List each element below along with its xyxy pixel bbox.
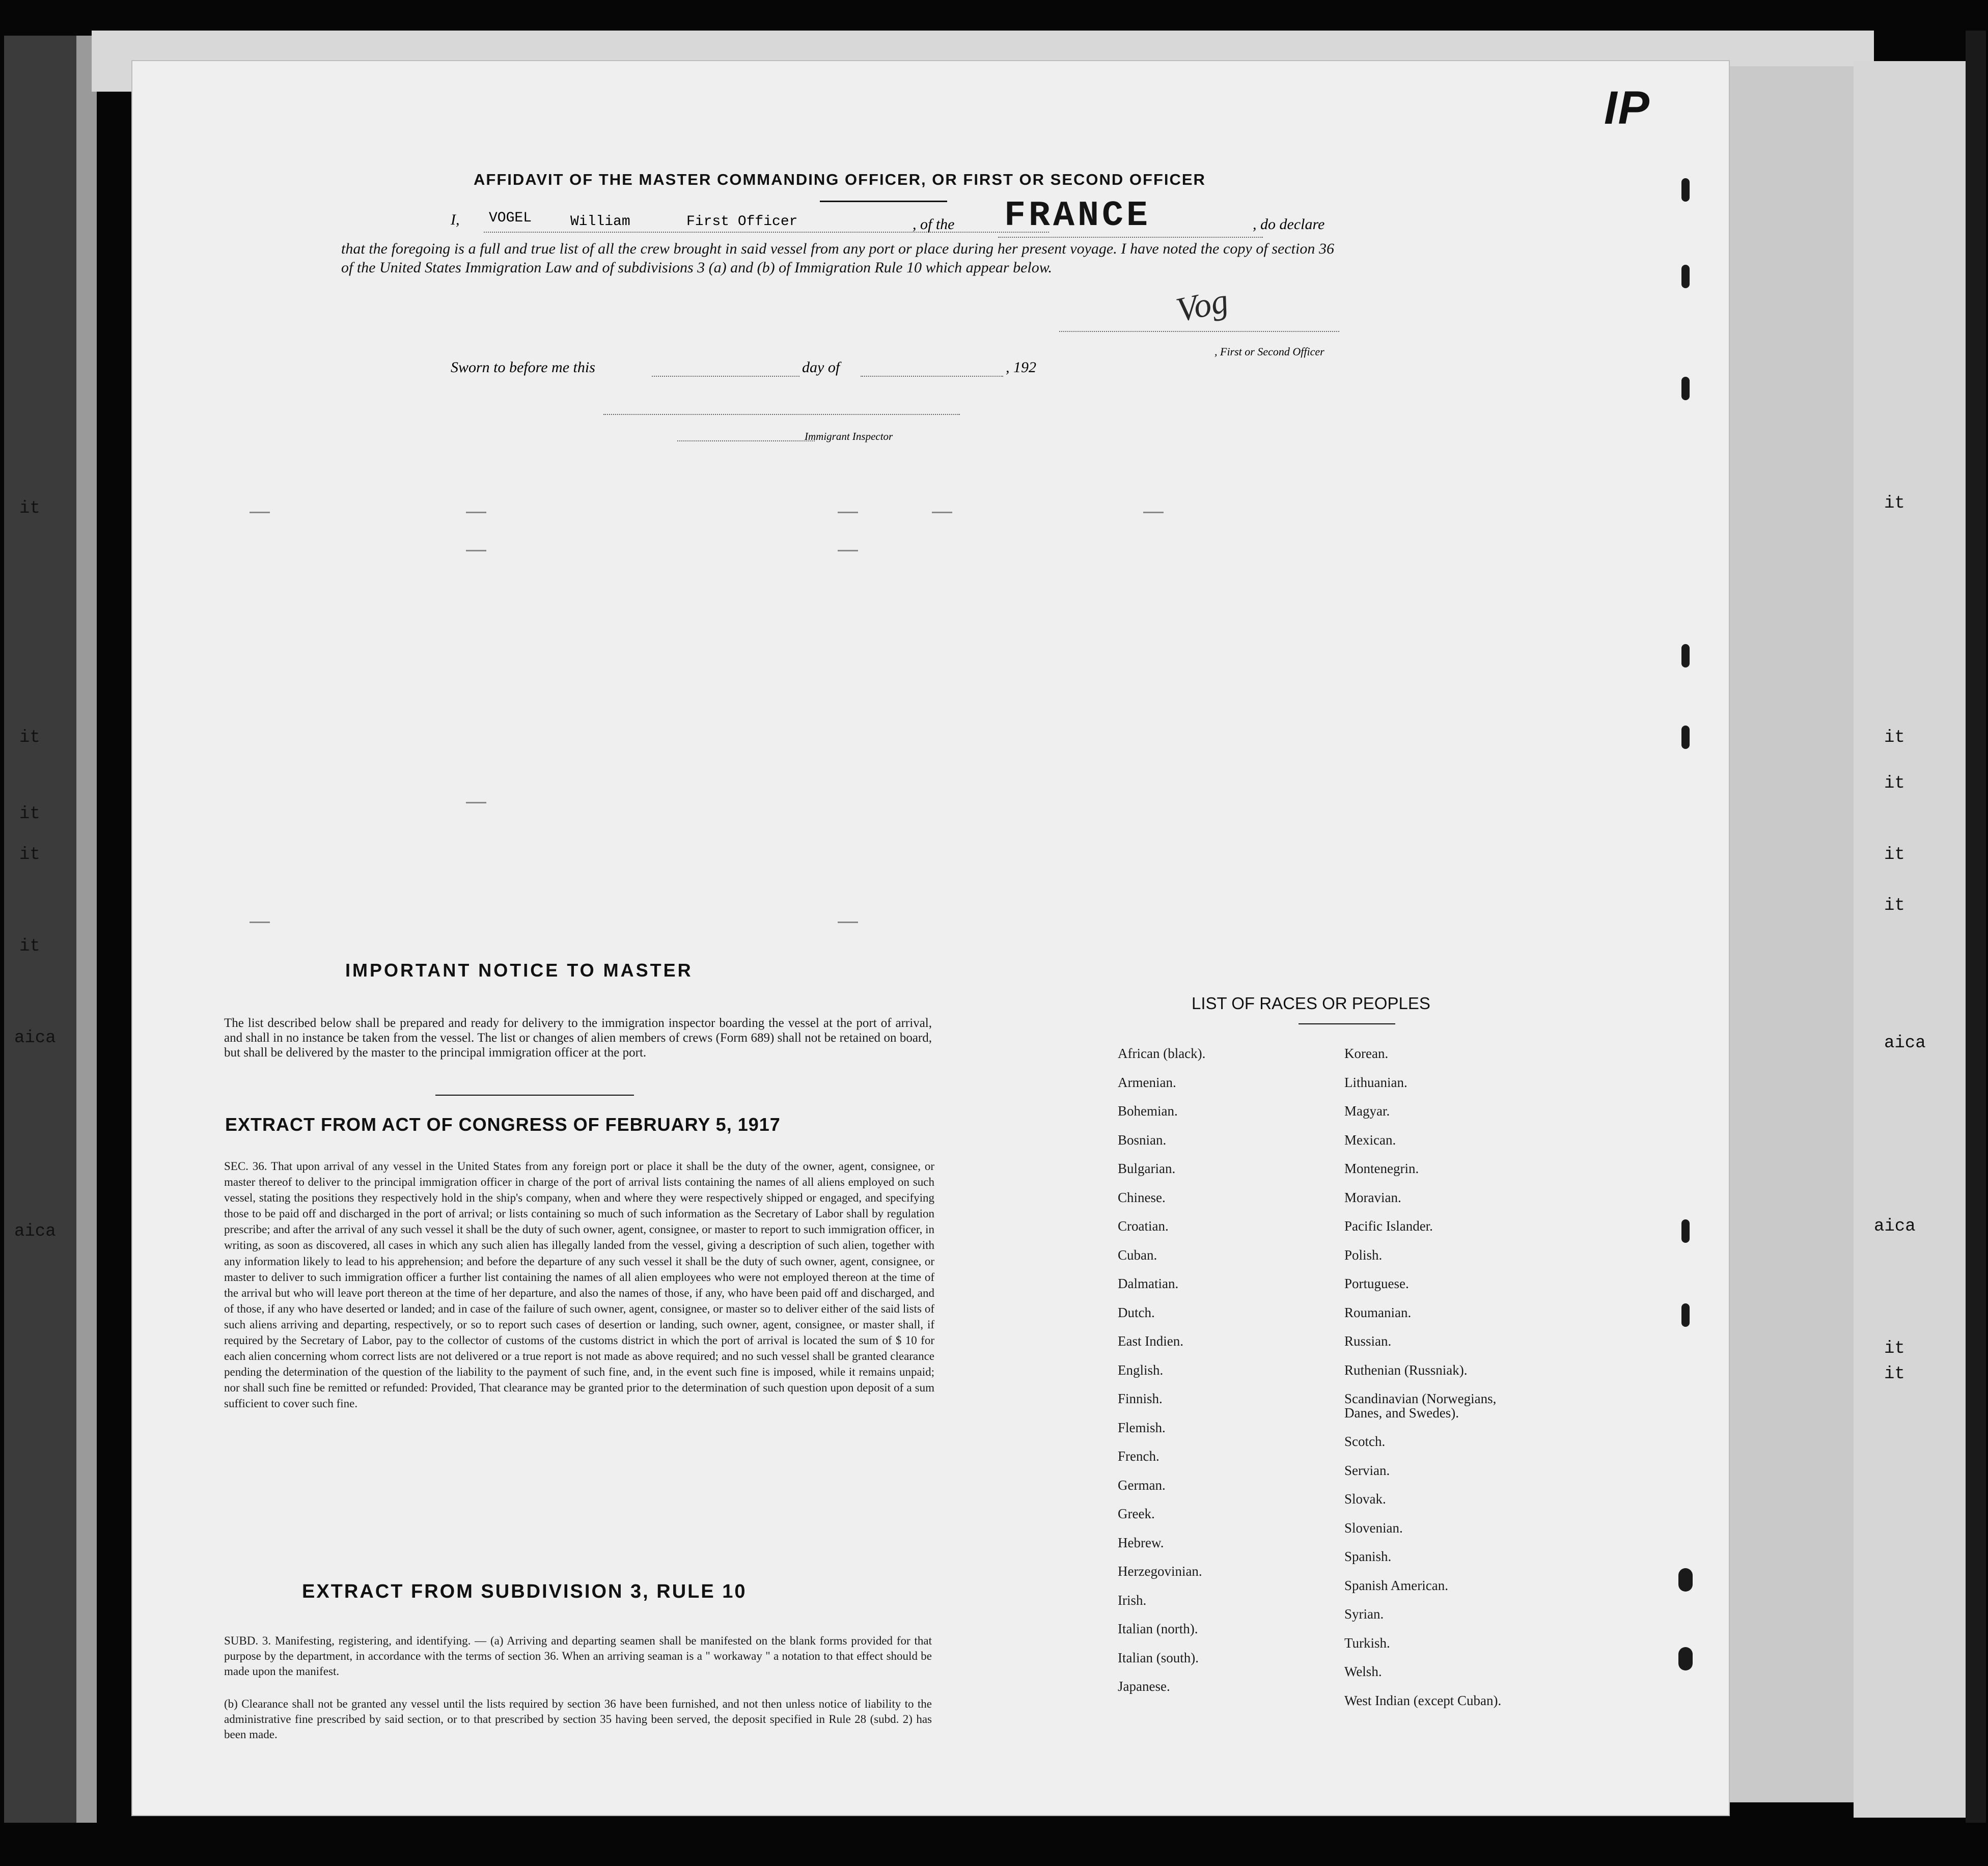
race-entry: Dalmatian.: [1118, 1276, 1179, 1291]
race-entry: Ruthenian (Russniak).: [1344, 1362, 1468, 1378]
races-rule: [1299, 1023, 1395, 1024]
officer-given-name: William: [570, 214, 630, 230]
act-heading: EXTRACT FROM ACT OF CONGRESS OF FEBRUARY 5, 1917: [225, 1114, 781, 1135]
bleed-dash: [838, 550, 858, 551]
fragment-text: it: [19, 845, 40, 865]
fragment-text: it: [1884, 1339, 1905, 1358]
fragment-text: it: [19, 804, 40, 824]
race-entry: Portuguese.: [1344, 1276, 1409, 1291]
race-entry: Armenian.: [1118, 1074, 1176, 1090]
of-the-label: , of the: [913, 216, 955, 233]
punch-hole: [1678, 1568, 1693, 1592]
fragment-text: it: [19, 728, 40, 747]
race-entry: Lithuanian.: [1344, 1074, 1407, 1090]
fragment-text: aica: [14, 1222, 56, 1241]
race-entry: Italian (south).: [1118, 1650, 1199, 1665]
fragment-text: it: [1884, 1364, 1905, 1384]
race-entry: Montenegrin.: [1344, 1161, 1419, 1176]
bleed-dash: [838, 512, 858, 513]
fragment-text: aica: [1884, 1034, 1926, 1053]
race-entry: Cuban.: [1118, 1247, 1157, 1263]
race-entry: Pacific Islander.: [1344, 1218, 1433, 1234]
race-entry: Dutch.: [1118, 1304, 1155, 1320]
officer-signature: Vog: [1173, 281, 1232, 329]
fragment-text: it: [19, 937, 40, 956]
affidavit-title: AFFIDAVIT OF THE MASTER COMMANDING OFFICER, OR FIRST OR SECOND OFFICER: [474, 171, 1206, 188]
punch-hole: [1681, 178, 1690, 202]
vessel-name: FRANCE: [1004, 196, 1151, 236]
race-entry: Syrian.: [1344, 1606, 1384, 1622]
officer-caption: , First or Second Officer: [1214, 345, 1324, 358]
race-entry: Korean.: [1344, 1046, 1389, 1061]
race-entry: Servian.: [1344, 1462, 1390, 1478]
fragment-text: it: [1884, 774, 1905, 793]
inspector-line: [677, 440, 815, 441]
race-entry: Spanish.: [1344, 1549, 1392, 1564]
day-of-label: day of: [802, 359, 840, 376]
title-rule: [820, 201, 947, 202]
race-entry: French.: [1118, 1449, 1159, 1464]
punch-hole: [1678, 1647, 1693, 1670]
bleed-dash: [466, 512, 486, 513]
race-entry: Chinese.: [1118, 1189, 1166, 1205]
punch-hole: [1681, 265, 1690, 288]
notice-text: The list described below shall be prepared and ready for delivery to the immigration inspector boarding the vessel at the port of arrival, and shall in no instance be taken from the vessel. The list or changes of alien members of crews (Form 689) shall not be retained on board, but shall be delivered by the master to the principal immigration officer at the port.: [224, 1016, 932, 1060]
race-entry: Slovenian.: [1344, 1520, 1403, 1536]
race-entry: Moravian.: [1344, 1189, 1401, 1205]
race-entry: Russian.: [1344, 1333, 1392, 1349]
fragment-text: it: [19, 499, 40, 518]
rule-text-a: SUBD. 3. Manifesting, registering, and identifying. — (a) Arriving and departing seamen shall be manifested on the blank forms provided for that purpose by the department, in accordance with the terms of section 36. When an arriving seaman is a " workaway " a notation to that effect should be made upon the manifest.: [224, 1634, 932, 1678]
race-entry: Slovak.: [1344, 1491, 1386, 1507]
inspector-line-top: [603, 414, 960, 415]
month-line: [861, 376, 1003, 377]
dark-edge: [1966, 31, 1986, 1823]
fragment-text: it: [1884, 896, 1905, 915]
fragment-text: it: [1884, 728, 1905, 747]
notice-heading: IMPORTANT NOTICE TO MASTER: [345, 960, 693, 981]
race-entry: Welsh.: [1344, 1664, 1382, 1679]
rule-text-b: (b) Clearance shall not be granted any vessel until the lists required by section 36 have been furnished, and not then unless notice of liability to the administrative fine prescribed by said section, or to that prescribed by section 35 having been served, the deposit specified in Rule 28 (subd. 2) has been made.: [224, 1697, 932, 1741]
race-entry: Hebrew.: [1118, 1535, 1164, 1550]
signature-line: [1059, 331, 1339, 332]
race-entry: Turkish.: [1344, 1635, 1390, 1651]
punch-hole: [1681, 1303, 1690, 1327]
race-entry: African (black).: [1118, 1046, 1206, 1061]
race-entry: Polish.: [1344, 1247, 1383, 1263]
left-fragments: [9, 407, 70, 1527]
race-entry: Spanish American.: [1344, 1577, 1448, 1593]
fragment-text: aica: [1874, 1217, 1916, 1236]
races-heading: LIST OF RACES OR PEOPLES: [1192, 994, 1430, 1013]
race-entry: German.: [1118, 1477, 1166, 1493]
officer-rank: First Officer: [686, 214, 798, 230]
notice-rule: [435, 1095, 634, 1096]
race-entry: Japanese.: [1118, 1679, 1170, 1694]
race-entry: Mexican.: [1344, 1132, 1396, 1148]
bleed-dash: [250, 512, 270, 513]
punch-hole: [1681, 726, 1690, 749]
bleed-dash: [466, 550, 486, 551]
rule-heading: EXTRACT FROM SUBDIVISION 3, RULE 10: [302, 1581, 747, 1602]
race-entry: Flemish.: [1118, 1419, 1166, 1435]
race-entry: Greek.: [1118, 1506, 1155, 1521]
race-entry: Bohemian.: [1118, 1103, 1178, 1119]
punch-hole: [1681, 1219, 1690, 1243]
vessel-line: [998, 237, 1263, 238]
bleed-dash: [838, 922, 858, 923]
document-page: [132, 61, 1729, 1815]
race-entry: Scotch.: [1344, 1434, 1386, 1449]
sworn-day-line: [652, 376, 799, 377]
race-entry: West Indian (except Cuban).: [1344, 1692, 1502, 1708]
fragment-text: it: [1884, 845, 1905, 865]
race-entry: Bulgarian.: [1118, 1161, 1176, 1176]
punch-hole: [1681, 644, 1690, 667]
race-entry: Finnish.: [1118, 1391, 1163, 1406]
bleed-dash: [250, 922, 270, 923]
race-entry: East Indien.: [1118, 1333, 1183, 1349]
race-entry: Croatian.: [1118, 1218, 1169, 1234]
affidavit-statement: that the foregoing is a full and true list of all the crew brought in said vessel from any port or place during her present voyage. I have noted the copy of section 36 of the United States Immigration Law and of subdivisions 3 (a) and (b) of Immigration Rule 10 which appear below.: [341, 240, 1334, 276]
name-line: [484, 232, 1049, 233]
bleed-dash: [932, 512, 952, 513]
race-entry: Magyar.: [1344, 1103, 1390, 1119]
do-declare-label: , do declare: [1253, 216, 1325, 233]
act-text: SEC. 36. That upon arrival of any vessel in the United States from any foreign port or place it shall be the duty of the owner, agent, consignee, or master thereof to deliver to the principal immigration officer in charge of the port of arrival lists containing the names of all aliens employed on such vessel, stating the positions they respectively hold in the ship's company, when and where they were respectively shipped or engaged, and specifying those to be paid off and discharged in the port of arrival; or lists containing so much of such information as the Secretary of Labor shall by regulation prescribe; and after the arrival of any such vessel it shall be the duty of such owner, agent, consignee, or master to report to such immigration officer, in writing, as soon as discovered, all cases in which any such alien has illegally landed from the vessel, giving a description of such alien, together with any information likely to lead to his apprehension; and before the departure of any such vessel it shall be the duty of such owner, agent, consignee, or master to deliver to such immigration officer a further list containing the names of all alien employees who were not employed thereon at the time of the arrival but who will leave port thereon at the time of her departure, and also the names of those, if any, who have been paid off and discharged, and of those, if any who have deserted or landed; and in case of the failure of such owner, agent, consignee, or master so to deliver either of the said lists of such aliens arriving and departing, respectively, or so to report such cases of desertion or landing, such owner, agent, consignee, or master shall, if required by the Secretary of Labor, pay to the collector of customs of the customs district in which the port of arrival is located the sum of $ 10 for each alien concerning whom correct lists are not delivered or a true report is not made as above required; and no such vessel shall be granted clearance pending the determination of the question of the liability to the payment of such fine, and, in the event such fine is imposed, while it remains unpaid; nor shall such fine be remitted or refunded: Provided, That clearance may be granted prior to the determination of such question upon deposit of a sum sufficient to cover such fine.: [224, 1160, 934, 1410]
bleed-dash: [1143, 512, 1164, 513]
bleed-dash: [466, 802, 486, 803]
fragment-text: aica: [14, 1028, 56, 1048]
affidavit-prefix: I,: [451, 211, 460, 228]
officer-surname: VOGEL: [489, 210, 532, 226]
race-entry: Irish.: [1118, 1592, 1147, 1608]
underlying-page-edge: [76, 36, 97, 1823]
year-label: , 192: [1006, 359, 1036, 376]
punch-hole: [1681, 377, 1690, 400]
race-entry: English.: [1118, 1362, 1164, 1378]
inspector-caption: Immigrant Inspector: [805, 430, 893, 442]
underlying-page-right-strip: [1854, 61, 1971, 1818]
race-entry: Roumanian.: [1344, 1304, 1412, 1320]
race-entry: Italian (north).: [1118, 1621, 1198, 1636]
sworn-label: Sworn to before me this: [451, 359, 595, 376]
race-entry: Scandinavian (Norwegians, Danes, and Swedes).: [1344, 1391, 1497, 1421]
fragment-text: it: [1884, 494, 1905, 513]
race-entry: Herzegovinian.: [1118, 1564, 1202, 1579]
race-entry: Bosnian.: [1118, 1132, 1167, 1148]
corner-mark: IP: [1604, 82, 1650, 134]
